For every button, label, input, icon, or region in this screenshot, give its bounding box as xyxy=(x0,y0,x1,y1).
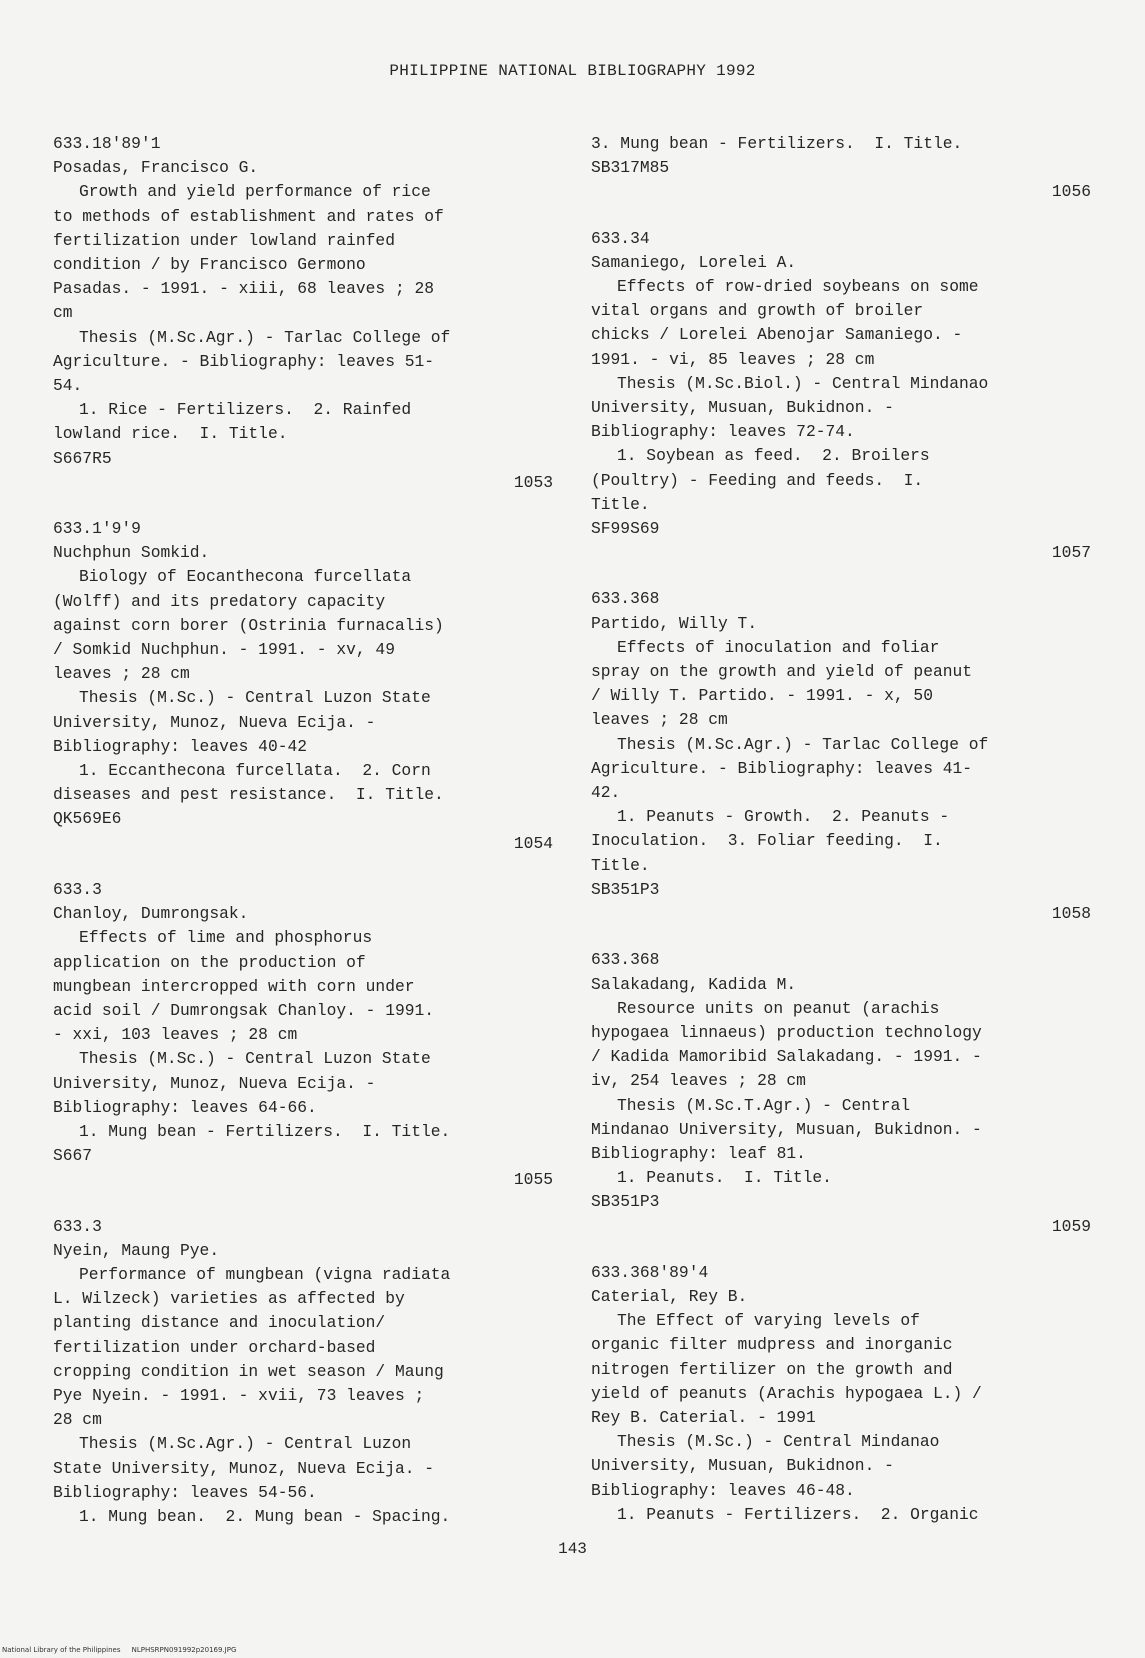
entry-line: 3. Mung bean - Fertilizers. I. Title. xyxy=(591,134,963,153)
entry-line: Mindanao University, Musuan, Bukidnon. - xyxy=(591,1119,982,1139)
entry-line: 1. Rice - Fertilizers. 2. Rainfed xyxy=(79,400,412,420)
bibliography-entry xyxy=(53,517,553,856)
entry-number: 1055 xyxy=(513,1170,553,1190)
entry-line: / Kadida Mamoribid Salakadang. - 1991. - xyxy=(591,1047,982,1067)
entry-line: Samaniego, Lorelei A. xyxy=(591,252,797,272)
entry-line: Thesis (M.Sc.) - Central Luzon State xyxy=(79,1049,431,1069)
entry-line: Posadas, Francisco G. xyxy=(53,158,259,178)
entry-line: 42. xyxy=(591,783,621,803)
entry-line: S667R5 xyxy=(53,448,112,468)
entry-line: - xxi, 103 leaves ; 28 cm xyxy=(53,1025,298,1045)
entry-line: University, Musuan, Bukidnon. - xyxy=(591,1456,894,1476)
entry-line: planting distance and inoculation/ xyxy=(53,1313,386,1333)
entry-line: L. Wilzeck) varieties as affected by xyxy=(53,1289,405,1309)
entry-line: Thesis (M.Sc.T.Agr.) - Central xyxy=(617,1095,911,1115)
entry-line: Inoculation. 3. Foliar feeding. I. xyxy=(591,831,943,851)
bibliography-entry xyxy=(591,948,1091,1238)
left-column xyxy=(53,132,553,1551)
bibliography-entry xyxy=(591,132,1091,205)
entry-line: iv, 254 leaves ; 28 cm xyxy=(591,1071,806,1091)
entry-line: 1. Soybean as feed. 2. Broilers xyxy=(617,446,930,466)
entry-line: 28 cm xyxy=(53,1410,102,1430)
entry-line: yield of peanuts (Arachis hypogaea L.) / xyxy=(591,1383,982,1403)
entry-line: to methods of establishment and rates of xyxy=(53,206,444,226)
entry-line: fertilization under orchard-based xyxy=(53,1337,376,1357)
entry-line: Agriculture. - Bibliography: leaves 51- xyxy=(53,351,435,371)
entry-line: Effects of row-dried soybeans on some xyxy=(617,277,979,297)
entry-line: 1. Peanuts. I. Title. xyxy=(617,1168,832,1188)
entry-line: 633.3 xyxy=(53,1216,102,1236)
entry-line: Bibliography: leaves 54-56. xyxy=(53,1482,317,1502)
entry-line: mungbean intercropped with corn under xyxy=(53,976,415,996)
page-number: 143 xyxy=(558,1540,587,1558)
entry-line: Thesis (M.Sc.) - Central Luzon State xyxy=(79,688,431,708)
entry-line: application on the production of xyxy=(53,952,366,972)
entry-number: 1053 xyxy=(513,472,553,492)
entry-line: Nuchphun Somkid. xyxy=(53,543,210,563)
entry-line: The Effect of varying levels of xyxy=(617,1311,920,1331)
entry-line: spray on the growth and yield of peanut xyxy=(591,662,973,682)
entry-line: / Somkid Nuchphun. - 1991. - xv, 49 xyxy=(53,640,395,660)
entry-line: SB351P3 xyxy=(591,1192,660,1212)
entry-line: fertilization under lowland rainfed xyxy=(53,230,395,250)
bibliography-entry xyxy=(591,587,1091,926)
entry-line: 633.18'89'1 xyxy=(53,134,161,153)
bibliography-entry xyxy=(53,878,553,1193)
entry-line: Bibliography: leaves 64-66. xyxy=(53,1097,317,1117)
entry-line: Partido, Willy T. xyxy=(591,613,758,633)
entry-line: 633.368 xyxy=(591,950,660,970)
entry-line: Thesis (M.Sc.) - Central Mindanao xyxy=(617,1432,940,1452)
entry-number: 1058 xyxy=(1051,904,1091,924)
entry-line: Biology of Eocanthecona furcellata xyxy=(79,567,412,587)
entry-line: 1. Peanuts - Growth. 2. Peanuts - xyxy=(617,807,950,827)
entry-line: Thesis (M.Sc.Agr.) - Central Luzon xyxy=(79,1434,412,1454)
entry-line: 1. Mung bean. 2. Mung bean - Spacing. xyxy=(79,1506,451,1526)
entry-line: lowland rice. I. Title. xyxy=(53,424,288,444)
entry-line: leaves ; 28 cm xyxy=(591,710,728,730)
entry-line: Bibliography: leaves 46-48. xyxy=(591,1480,855,1500)
entry-line: 54. xyxy=(53,376,83,396)
entry-line: 633.1'9'9 xyxy=(53,519,141,539)
entry-line: 633.3 xyxy=(53,879,102,899)
entry-line: vital organs and growth of broiler xyxy=(591,301,924,321)
entry-line: cropping condition in wet season / Maung xyxy=(53,1361,444,1381)
entry-number: 1054 xyxy=(513,833,553,853)
entry-number: 1056 xyxy=(1051,182,1091,202)
bibliography-entry xyxy=(591,1261,1091,1527)
entry-line: / Willy T. Partido. - 1991. - x, 50 xyxy=(591,686,933,706)
entry-line: University, Munoz, Nueva Ecija. - xyxy=(53,1073,376,1093)
entry-line: Thesis (M.Sc.Agr.) - Tarlac College of xyxy=(79,327,451,347)
entry-line: (Poultry) - Feeding and feeds. I. xyxy=(591,470,924,490)
entry-line: Agriculture. - Bibliography: leaves 41- xyxy=(591,758,973,778)
entry-number: 1057 xyxy=(1051,543,1091,563)
entry-line: Bibliography: leaves 72-74. xyxy=(591,422,855,442)
entry-line: 633.368'89'4 xyxy=(591,1262,709,1282)
entry-line: Bibliography: leaves 40-42 xyxy=(53,736,308,756)
entry-line: Rey B. Caterial. - 1991 xyxy=(591,1407,816,1427)
entry-line: Chanloy, Dumrongsak. xyxy=(53,904,249,924)
entry-line: State University, Munoz, Nueva Ecija. - xyxy=(53,1458,435,1478)
entry-line: 1. Mung bean - Fertilizers. I. Title. xyxy=(79,1121,451,1141)
entry-line: Salakadang, Kadida M. xyxy=(591,974,797,994)
entry-line: Effects of inoculation and foliar xyxy=(617,637,940,657)
entry-number: 1059 xyxy=(1051,1216,1091,1236)
entry-line: nitrogen fertilizer on the growth and xyxy=(591,1359,953,1379)
entry-line: organic filter mudpress and inorganic xyxy=(591,1335,953,1355)
entry-line: leaves ; 28 cm xyxy=(53,664,190,684)
entry-line: Title. xyxy=(591,855,650,875)
entry-line: Bibliography: leaf 81. xyxy=(591,1143,806,1163)
entry-line: diseases and pest resistance. I. Title. xyxy=(53,785,444,805)
entry-line: Resource units on peanut (arachis xyxy=(617,998,940,1018)
entry-line: SF99S69 xyxy=(591,519,660,539)
entry-line: acid soil / Dumrongsak Chanloy. - 1991. xyxy=(53,1000,435,1020)
entry-line: Pye Nyein. - 1991. - xvii, 73 leaves ; xyxy=(53,1385,425,1405)
entry-line: condition / by Francisco Germono xyxy=(53,255,366,275)
entry-line: 1991. - vi, 85 leaves ; 28 cm xyxy=(591,349,875,369)
entry-line: S667 xyxy=(53,1146,93,1166)
entry-line: 1. Eccanthecona furcellata. 2. Corn xyxy=(79,761,431,781)
right-column xyxy=(591,132,1091,1549)
page-header: PHILIPPINE NATIONAL BIBLIOGRAPHY 1992 xyxy=(389,62,756,80)
entry-line: cm xyxy=(53,303,73,323)
entry-line: Performance of mungbean (vigna radiata xyxy=(79,1264,451,1284)
entry-line: Effects of lime and phosphorus xyxy=(79,928,373,948)
entry-line: 1. Peanuts - Fertilizers. 2. Organic xyxy=(617,1504,979,1524)
entry-line: Thesis (M.Sc.Biol.) - Central Mindanao xyxy=(617,373,989,393)
entry-line: 633.34 xyxy=(591,228,650,248)
entry-line: Pasadas. - 1991. - xiii, 68 leaves ; 28 xyxy=(53,279,435,299)
entry-line: Caterial, Rey B. xyxy=(591,1286,748,1306)
entry-line: chicks / Lorelei Abenojar Samaniego. - xyxy=(591,325,963,345)
bibliography-entry xyxy=(53,132,553,495)
entry-line: SB317M85 xyxy=(591,158,670,178)
bibliography-entry xyxy=(53,1215,553,1530)
entry-line: University, Musuan, Bukidnon. - xyxy=(591,398,894,418)
entry-line: Title. xyxy=(591,494,650,514)
entry-line: (Wolff) and its predatory capacity xyxy=(53,591,386,611)
entry-line: against corn borer (Ostrinia furnacalis) xyxy=(53,615,444,635)
entry-line: Thesis (M.Sc.Agr.) - Tarlac College of xyxy=(617,734,989,754)
entry-line: hypogaea linnaeus) production technology xyxy=(591,1022,982,1042)
scan-footer: National Library of the Philippines NLPHSRPN091992p20169.JPG xyxy=(2,1646,237,1654)
entry-line: Growth and yield performance of rice xyxy=(79,182,431,202)
entry-line: Nyein, Maung Pye. xyxy=(53,1240,220,1260)
bibliography-entry xyxy=(591,227,1091,566)
entry-line: 633.368 xyxy=(591,589,660,609)
entry-line: QK569E6 xyxy=(53,809,122,829)
entry-line: University, Munoz, Nueva Ecija. - xyxy=(53,712,376,732)
entry-line: SB351P3 xyxy=(591,879,660,899)
